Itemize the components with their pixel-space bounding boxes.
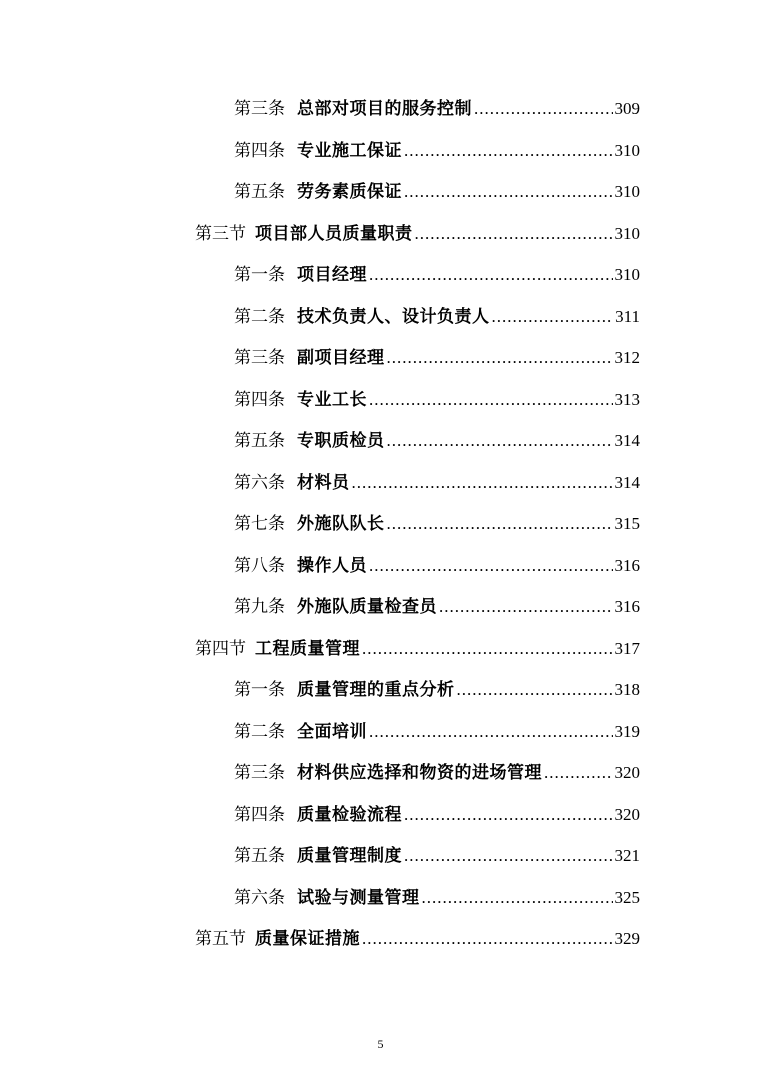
entry-title: 专业工长: [297, 390, 367, 410]
toc-entry[interactable]: [234, 97, 640, 121]
toc-entry[interactable]: [234, 595, 640, 619]
entry-number: 第八条: [234, 556, 285, 576]
entry-page-number: 309: [614, 99, 640, 118]
toc-entry[interactable]: [234, 803, 640, 827]
entry-number: 第五条: [234, 431, 285, 451]
dot-leader: [404, 844, 613, 868]
page-number: 5: [377, 1037, 384, 1051]
toc-entry[interactable]: [234, 886, 640, 910]
toc-entry[interactable]: [234, 512, 640, 536]
entry-title: 质量管理的重点分析: [297, 680, 455, 700]
entry-title: 全面培训: [297, 722, 367, 742]
dot-leader: [422, 886, 613, 910]
toc-entry[interactable]: [234, 761, 640, 785]
dot-leader: [362, 927, 613, 951]
entry-number: 第一条: [234, 680, 285, 700]
toc-entry[interactable]: [234, 139, 640, 163]
entry-title: 外施队队长: [297, 514, 385, 534]
entry-page-number: 321: [614, 846, 640, 865]
dot-leader: [474, 97, 613, 121]
entry-title: 工程质量管理: [255, 639, 360, 659]
entry-number: 第四条: [234, 805, 285, 825]
entry-title: 副项目经理: [297, 348, 385, 368]
entry-number: 第二条: [234, 722, 285, 742]
dot-leader: [362, 637, 613, 661]
entry-title: 材料供应选择和物资的进场管理: [297, 763, 542, 783]
dot-leader: [404, 803, 613, 827]
entry-title: 操作人员: [297, 556, 367, 576]
toc-entry[interactable]: [234, 305, 640, 329]
entry-page-number: 315: [614, 514, 640, 533]
entry-title: 质量检验流程: [297, 805, 402, 825]
toc-entry[interactable]: [234, 720, 640, 744]
entry-number: 第三条: [234, 99, 285, 119]
dot-leader: [492, 305, 614, 329]
entry-title: 试验与测量管理: [297, 888, 420, 908]
entry-number: 第六条: [234, 473, 285, 493]
entry-number: 第四条: [234, 141, 285, 161]
entry-number: 第六条: [234, 888, 285, 908]
entry-page-number: 316: [614, 556, 640, 575]
entry-number: 第三条: [234, 348, 285, 368]
dot-leader: [369, 720, 613, 744]
entry-number: 第一条: [234, 265, 285, 285]
dot-leader: [369, 263, 613, 287]
toc-entry[interactable]: [234, 844, 640, 868]
entry-number: 第二条: [234, 307, 285, 327]
entry-page-number: 314: [614, 431, 640, 450]
entry-page-number: 311: [615, 307, 640, 326]
entry-number: 第五节: [195, 929, 246, 949]
dot-leader: [415, 222, 613, 246]
entry-page-number: 329: [614, 929, 640, 948]
dot-leader: [387, 429, 613, 453]
entry-number: 第五条: [234, 182, 285, 202]
dot-leader: [457, 678, 613, 702]
entry-title: 质量保证措施: [255, 929, 360, 949]
entry-title: 专业施工保证: [297, 141, 402, 161]
entry-page-number: 316: [614, 597, 640, 616]
entry-title: 质量管理制度: [297, 846, 402, 866]
entry-page-number: 310: [614, 182, 640, 201]
dot-leader: [352, 471, 613, 495]
dot-leader: [387, 512, 613, 536]
toc-section-entry[interactable]: [195, 222, 640, 246]
entry-title: 外施队质量检查员: [297, 597, 437, 617]
entry-number: 第九条: [234, 597, 285, 617]
toc-entry[interactable]: [234, 388, 640, 412]
dot-leader: [439, 595, 613, 619]
toc-entry[interactable]: [234, 180, 640, 204]
entry-page-number: 319: [614, 722, 640, 741]
entry-page-number: 310: [614, 265, 640, 284]
entry-number: 第七条: [234, 514, 285, 534]
dot-leader: [404, 139, 613, 163]
toc-entry[interactable]: [234, 554, 640, 578]
entry-number: 第三节: [195, 224, 246, 244]
toc-entry[interactable]: [234, 346, 640, 370]
entry-page-number: 314: [614, 473, 640, 492]
entry-page-number: 325: [614, 888, 640, 907]
dot-leader: [369, 388, 613, 412]
entry-page-number: 320: [614, 763, 640, 782]
dot-leader: [369, 554, 613, 578]
entry-page-number: 312: [614, 348, 640, 367]
dot-leader: [544, 761, 613, 785]
entry-title: 总部对项目的服务控制: [297, 99, 472, 119]
entry-number: 第四节: [195, 639, 246, 659]
toc-entry[interactable]: [234, 471, 640, 495]
entry-title: 技术负责人、设计负责人: [297, 307, 490, 327]
entry-page-number: 318: [614, 680, 640, 699]
toc-entry[interactable]: [234, 263, 640, 287]
entry-title: 材料员: [297, 473, 350, 493]
entry-number: 第三条: [234, 763, 285, 783]
toc-section-entry[interactable]: [195, 927, 640, 951]
entry-number: 第五条: [234, 846, 285, 866]
entry-page-number: 317: [614, 639, 640, 658]
entry-page-number: 320: [614, 805, 640, 824]
entry-title: 劳务素质保证: [297, 182, 402, 202]
dot-leader: [404, 180, 613, 204]
toc-section-entry[interactable]: [195, 637, 640, 661]
entry-title: 项目经理: [297, 265, 367, 285]
toc-entry[interactable]: [234, 429, 640, 453]
entry-page-number: 313: [614, 390, 640, 409]
entry-number: 第四条: [234, 390, 285, 410]
entry-title: 项目部人员质量职责: [255, 224, 413, 244]
dot-leader: [387, 346, 613, 370]
toc-entry[interactable]: [234, 678, 640, 702]
entry-page-number: 310: [614, 141, 640, 160]
entry-title: 专职质检员: [297, 431, 385, 451]
entry-page-number: 310: [614, 224, 640, 243]
